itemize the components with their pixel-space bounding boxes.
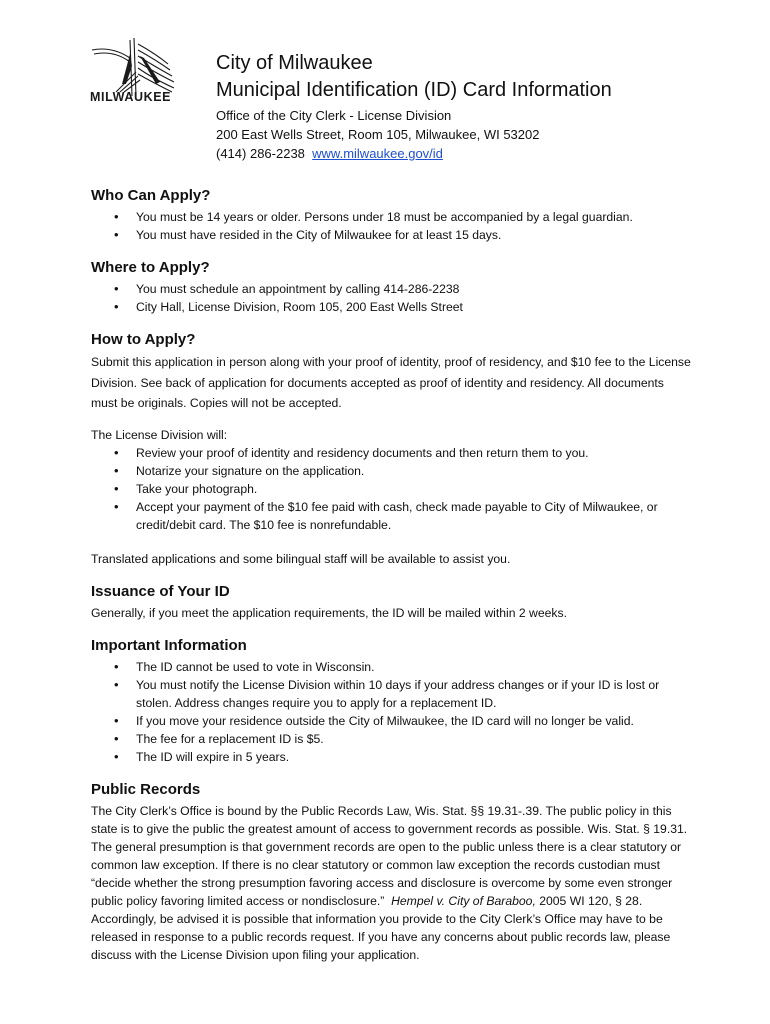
- heading-who-can-apply: Who Can Apply?: [91, 187, 211, 204]
- list-item: • You must schedule an appointment by calling 414-286-2238: [136, 280, 691, 298]
- heading-how-to-apply: How to Apply?: [91, 331, 196, 348]
- section-important-information: [91, 636, 691, 766]
- document-header: [216, 50, 612, 163]
- records-citation: Hempel v. City of Baraboo,: [391, 893, 536, 908]
- section-who-can-apply: [91, 186, 691, 244]
- how-paragraph: Submit this application in person along with your proof of identity, proof of residency, and $10 fee to the License Division. See back of application for documents accepted as proof of identity and residency. All documents must be originals. Copies will not be accepted.: [91, 355, 691, 410]
- section-where-to-apply: [91, 258, 691, 316]
- office-name: Office of the City Clerk - License Division: [216, 108, 452, 123]
- title-city: City of Milwaukee: [216, 52, 373, 74]
- records-text-a: The City Clerk’s Office is bound by the Public Records Law, Wis. Stat. §§ 19.31-.39. The public policy in this state is to give the public the greatest amount of access to government records as possible. Wis. Stat. § 19.31. The general presumption is that government records are open to the public unless there is a clear statutory or common law exception. If there is no clear statutory or common law exception the records custodian must “decide whether the strong presumption favoring access and disclosure is overcome by some even stronger public policy favoring limited access or nondisclosure.”: [91, 803, 688, 908]
- list-item: • The fee for a replacement ID is $5.: [136, 730, 691, 748]
- section-public-records: [91, 780, 691, 964]
- website-link[interactable]: www.milwaukee.gov/id: [312, 146, 443, 161]
- list-item: • You must have resided in the City of Milwaukee for at least 15 days.: [136, 226, 691, 244]
- list-item: • Notarize your signature on the application.: [136, 462, 691, 480]
- important-list: [91, 658, 691, 766]
- list-item: • If you move your residence outside the City of Milwaukee, the ID card will no longer be valid.: [136, 712, 691, 730]
- list-item: • The ID cannot be used to vote in Wisconsin.: [136, 658, 691, 676]
- list-item: • City Hall, License Division, Room 105, 200 East Wells Street: [136, 298, 691, 316]
- office-phone: (414) 286-2238: [216, 146, 305, 161]
- list-item: • The ID will expire in 5 years.: [136, 748, 691, 766]
- title-document: Municipal Identification (ID) Card Information: [216, 79, 612, 101]
- section-how-to-apply: [91, 330, 691, 568]
- section-issuance: [91, 582, 691, 622]
- office-address: 200 East Wells Street, Room 105, Milwaukee, WI 53202: [216, 127, 540, 142]
- records-text-b: 2005 WI 120, § 28. Accordingly, be advised it is possible that information you provide to the City Clerk’s Office may have to be released in response to a public records request. If you have any concerns about public records law, please discuss with the License Division upon filing your application.: [91, 893, 671, 962]
- will-intro: The License Division will:: [91, 427, 228, 442]
- heading-where-to-apply: Where to Apply?: [91, 259, 210, 276]
- will-list: [91, 444, 691, 534]
- list-item: • You must be 14 years or older. Persons under 18 must be accompanied by a legal guardian.: [136, 208, 691, 226]
- list-item: • Take your photograph.: [136, 480, 691, 498]
- list-item: • Review your proof of identity and residency documents and then return them to you.: [136, 444, 691, 462]
- records-text: [91, 802, 691, 964]
- list-item: • Accept your payment of the $10 fee paid with cash, check made payable to City of Milwaukee, or credit/debit card. The $10 fee is nonrefundable.: [136, 498, 691, 534]
- who-list: [91, 208, 691, 244]
- heading-issuance: Issuance of Your ID: [91, 582, 230, 600]
- translated-note: Translated applications and some bilingual staff will be available to assist you.: [91, 551, 511, 566]
- document-body: [91, 186, 691, 964]
- heading-important-information: Important Information: [91, 636, 247, 654]
- where-list: [91, 280, 691, 316]
- contact-line: [216, 144, 612, 163]
- list-item: • You must notify the License Division within 10 days if your address changes or if your ID is lost or stolen. Address changes require you to apply for a replacement ID.: [136, 676, 691, 712]
- heading-public-records: Public Records: [91, 780, 201, 798]
- issuance-text: Generally, if you meet the application requirements, the ID will be mailed within 2 weeks.: [91, 605, 567, 620]
- logo-wordmark: MILWAUKEE: [90, 90, 172, 104]
